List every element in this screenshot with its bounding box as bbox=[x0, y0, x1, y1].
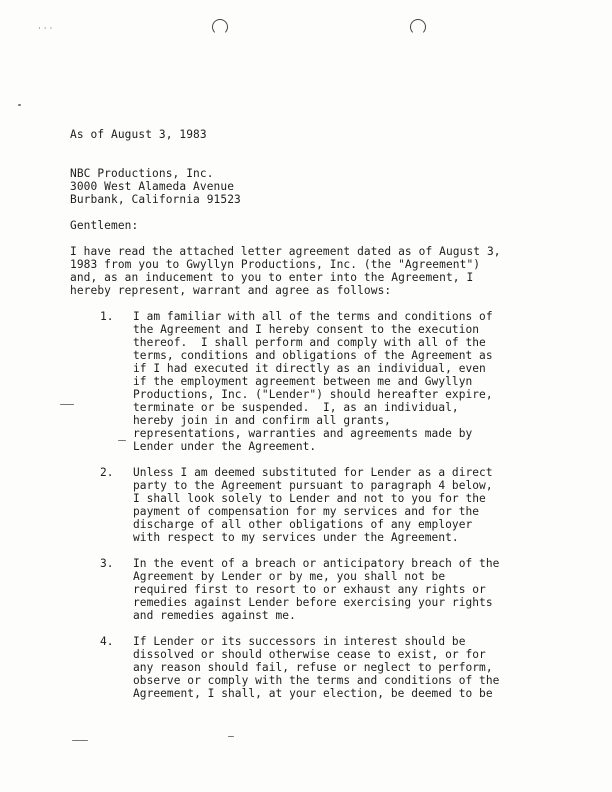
item-line: party to the Agreement pursuant to paragraph 4 below, bbox=[133, 479, 493, 492]
scan-mark: · · · bbox=[38, 24, 53, 34]
item-line: Agreement, I shall, at your election, be deemed to be bbox=[133, 687, 493, 700]
scan-speck bbox=[72, 740, 88, 741]
scan-speck bbox=[118, 440, 126, 441]
scan-speck bbox=[18, 104, 21, 106]
item-line: required first to resort to or exhaust any rights or bbox=[133, 583, 486, 596]
scan-speck bbox=[228, 736, 234, 737]
punch-hole-right bbox=[410, 19, 426, 35]
address-line: 3000 West Alameda Avenue bbox=[70, 180, 235, 193]
item-line: thereof. I shall perform and comply with all of the bbox=[133, 336, 486, 349]
item-line: I shall look solely to Lender and not to you for the bbox=[133, 492, 486, 505]
intro-line: 1983 from you to Gwyllyn Productions, Inc. (the "Agreement") bbox=[70, 258, 481, 271]
item-line: discharge of all other obligations of any employer bbox=[133, 518, 473, 531]
intro-line: I have read the attached letter agreement dated as of August 3, bbox=[70, 245, 501, 258]
scan-speck bbox=[60, 404, 74, 405]
item-number: 3. bbox=[100, 557, 114, 570]
item-number: 2. bbox=[100, 466, 114, 479]
item-line: Agreement by Lender or by me, you shall not be bbox=[133, 570, 446, 583]
item-line: payment of compensation for my services and for the bbox=[133, 505, 480, 518]
salutation: Gentlemen: bbox=[70, 219, 139, 232]
address-line: Burbank, California 91523 bbox=[70, 193, 241, 206]
item-line: and remedies against me. bbox=[133, 609, 296, 622]
address-line: NBC Productions, Inc. bbox=[70, 167, 214, 180]
item-line: the Agreement and I hereby consent to the execution bbox=[133, 323, 480, 336]
item-line: dissolved or should otherwise cease to exist, or for bbox=[133, 648, 486, 661]
item-number: 1. bbox=[100, 310, 114, 323]
item-line: hereby join in and confirm all grants, bbox=[133, 414, 391, 427]
item-line: In the event of a breach or anticipatory breach of the bbox=[133, 557, 500, 570]
item-line: terminate or be suspended. I, as an individual, bbox=[133, 401, 459, 414]
punch-hole-left bbox=[212, 19, 228, 35]
item-line: if I had executed it directly as an individual, even bbox=[133, 362, 486, 375]
item-number: 4. bbox=[100, 635, 114, 648]
item-line: terms, conditions and obligations of the Agreement as bbox=[133, 349, 493, 362]
item-line: any reason should fail, refuse or neglect to perform, bbox=[133, 661, 493, 674]
item-line: if the employment agreement between me and Gwyllyn bbox=[133, 375, 473, 388]
item-line: If Lender or its successors in interest should be bbox=[133, 635, 466, 648]
item-line: representations, warranties and agreements made by bbox=[133, 427, 473, 440]
letter-date: As of August 3, 1983 bbox=[70, 128, 207, 141]
item-line: remedies against Lender before exercising your rights bbox=[133, 596, 493, 609]
item-line: with respect to my services under the Agreement. bbox=[133, 531, 459, 544]
item-line: I am familiar with all of the terms and conditions of bbox=[133, 310, 493, 323]
item-line: Productions, Inc. ("Lender") should hereafter expire, bbox=[133, 388, 493, 401]
intro-line: and, as an inducement to you to enter into the Agreement, I bbox=[70, 271, 474, 284]
item-line: Unless I am deemed substituted for Lender as a direct bbox=[133, 466, 493, 479]
intro-line: hereby represent, warrant and agree as follows: bbox=[70, 284, 392, 297]
item-line: observe or comply with the terms and conditions of the bbox=[133, 674, 500, 687]
item-line: Lender under the Agreement. bbox=[133, 440, 317, 453]
